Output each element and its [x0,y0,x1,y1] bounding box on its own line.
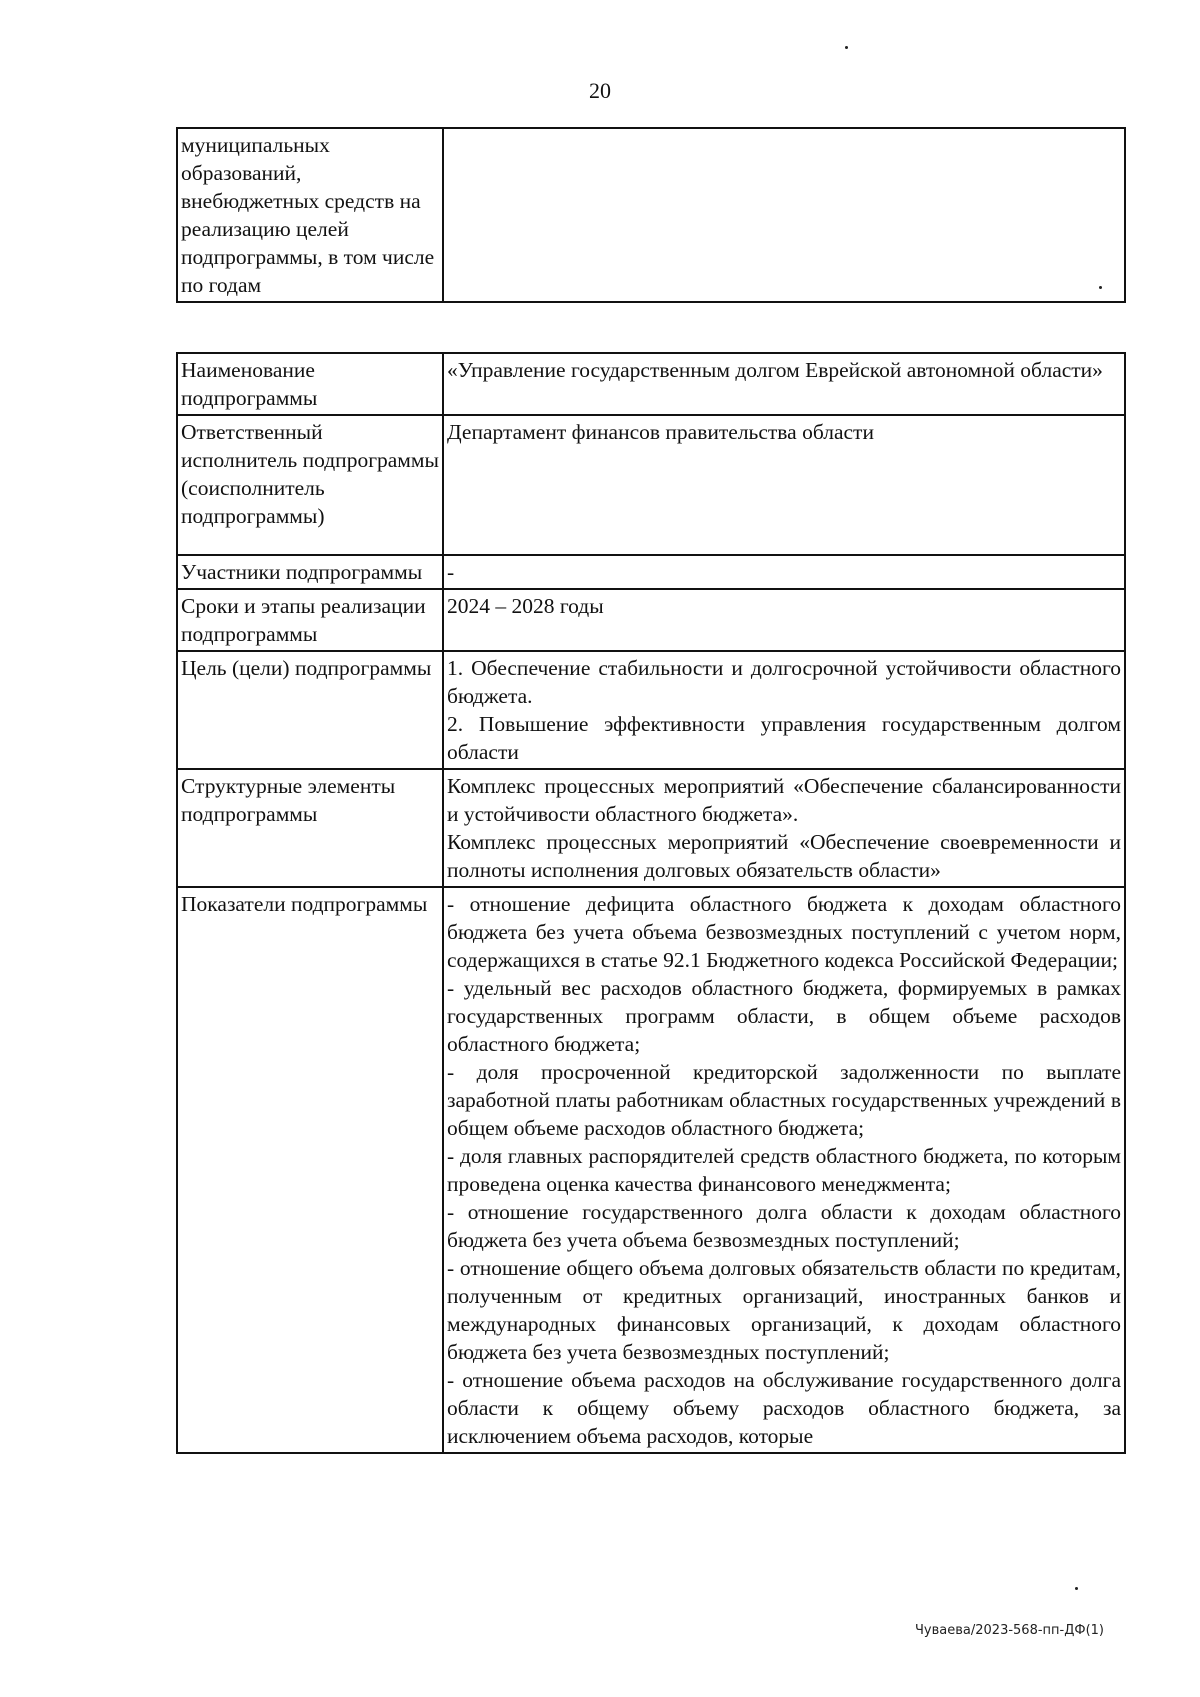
table-row [177,769,1125,887]
table-row [177,353,1125,415]
row-value-participants [443,555,1125,589]
scan-speck [845,46,848,49]
value-paragraph: - удельный вес расходов областного бюджета, формируемых в рамках государственных программ области, в общем объеме расходов областного бюджета; [447,976,1121,1056]
scan-speck [1099,286,1102,289]
value-paragraph: 1. Обеспечение стабильности и долгосрочной устойчивости областного бюджета. [447,656,1121,708]
row-label-indicators: Показатели подпрограммы [177,887,443,1453]
value-paragraph: - [447,560,455,584]
value-paragraph: - отношение общего объема долговых обязательств области по кредитам, полученным от кредитных организаций, иностранных банков и международных финансовых организаций, к доходам областного бюджета без учета безвозмездных поступлений; [447,1256,1121,1364]
table-row [177,415,1125,555]
value-paragraph: Департамент финансов правительства области [447,420,874,444]
row-label-goals: Цель (цели) подпрограммы [177,651,443,769]
row-value [443,128,1125,302]
subprogram-passport-table [176,352,1126,1454]
value-paragraph: 2024 – 2028 годы [447,594,604,618]
row-label-executor: Ответственный исполнитель подпрограммы (соисполнитель подпрограммы) [177,415,443,555]
row-value-executor [443,415,1125,555]
value-paragraph: - отношение объема расходов на обслуживание государственного долга области к общему объему расходов областного бюджета, за исключением объема расходов, которые [447,1368,1121,1448]
row-value-name [443,353,1125,415]
row-label: муниципальных образований, внебюджетных средств на реализацию целей подпрограммы, в том числе по годам [177,128,443,302]
value-paragraph: - доля просроченной кредиторской задолженности по выплате заработной платы работникам областных государственных учреждений в общем объеме расходов областного бюджета; [447,1060,1121,1140]
value-paragraph: Комплекс процессных мероприятий «Обеспечение сбалансированности и устойчивости областного бюджета». [447,774,1121,826]
table-row [177,887,1125,1453]
funding-continuation-table [176,127,1126,303]
row-value-indicators [443,887,1125,1453]
value-paragraph: - отношение государственного долга области к доходам областного бюджета без учета объема безвозмездных поступлений; [447,1200,1121,1252]
value-paragraph: «Управление государственным долгом Еврейской автономной области» [447,358,1103,382]
value-paragraph: - доля главных распорядителей средств областного бюджета, по которым проведена оценка качества финансового менеджмента; [447,1144,1121,1196]
row-value-structural-elements [443,769,1125,887]
row-label-terms: Сроки и этапы реализации подпрограммы [177,589,443,651]
document-reference-footer: Чуваева/2023-568-пп-ДФ(1) [915,1623,1104,1638]
value-paragraph: - отношение дефицита областного бюджета к доходам областного бюджета без учета объема безвозмездных поступлений с учетом норм, содержащихся в статье 92.1 Бюджетного кодекса Российской Федерации; [447,892,1121,972]
scan-speck [1075,1587,1078,1590]
table-row [177,555,1125,589]
value-paragraph: 2. Повышение эффективности управления государственным долгом области [447,712,1121,764]
table-row [177,651,1125,769]
page-number: 20 [589,78,611,103]
row-value-terms [443,589,1125,651]
row-label-structural-elements: Структурные элементы подпрограммы [177,769,443,887]
row-value-goals [443,651,1125,769]
table-row [177,128,1125,302]
row-label-participants: Участники подпрограммы [177,555,443,589]
value-paragraph: Комплекс процессных мероприятий «Обеспечение своевременности и полноты исполнения долговых обязательств области» [447,830,1121,882]
table-row [177,589,1125,651]
row-label-name: Наименование подпрограммы [177,353,443,415]
